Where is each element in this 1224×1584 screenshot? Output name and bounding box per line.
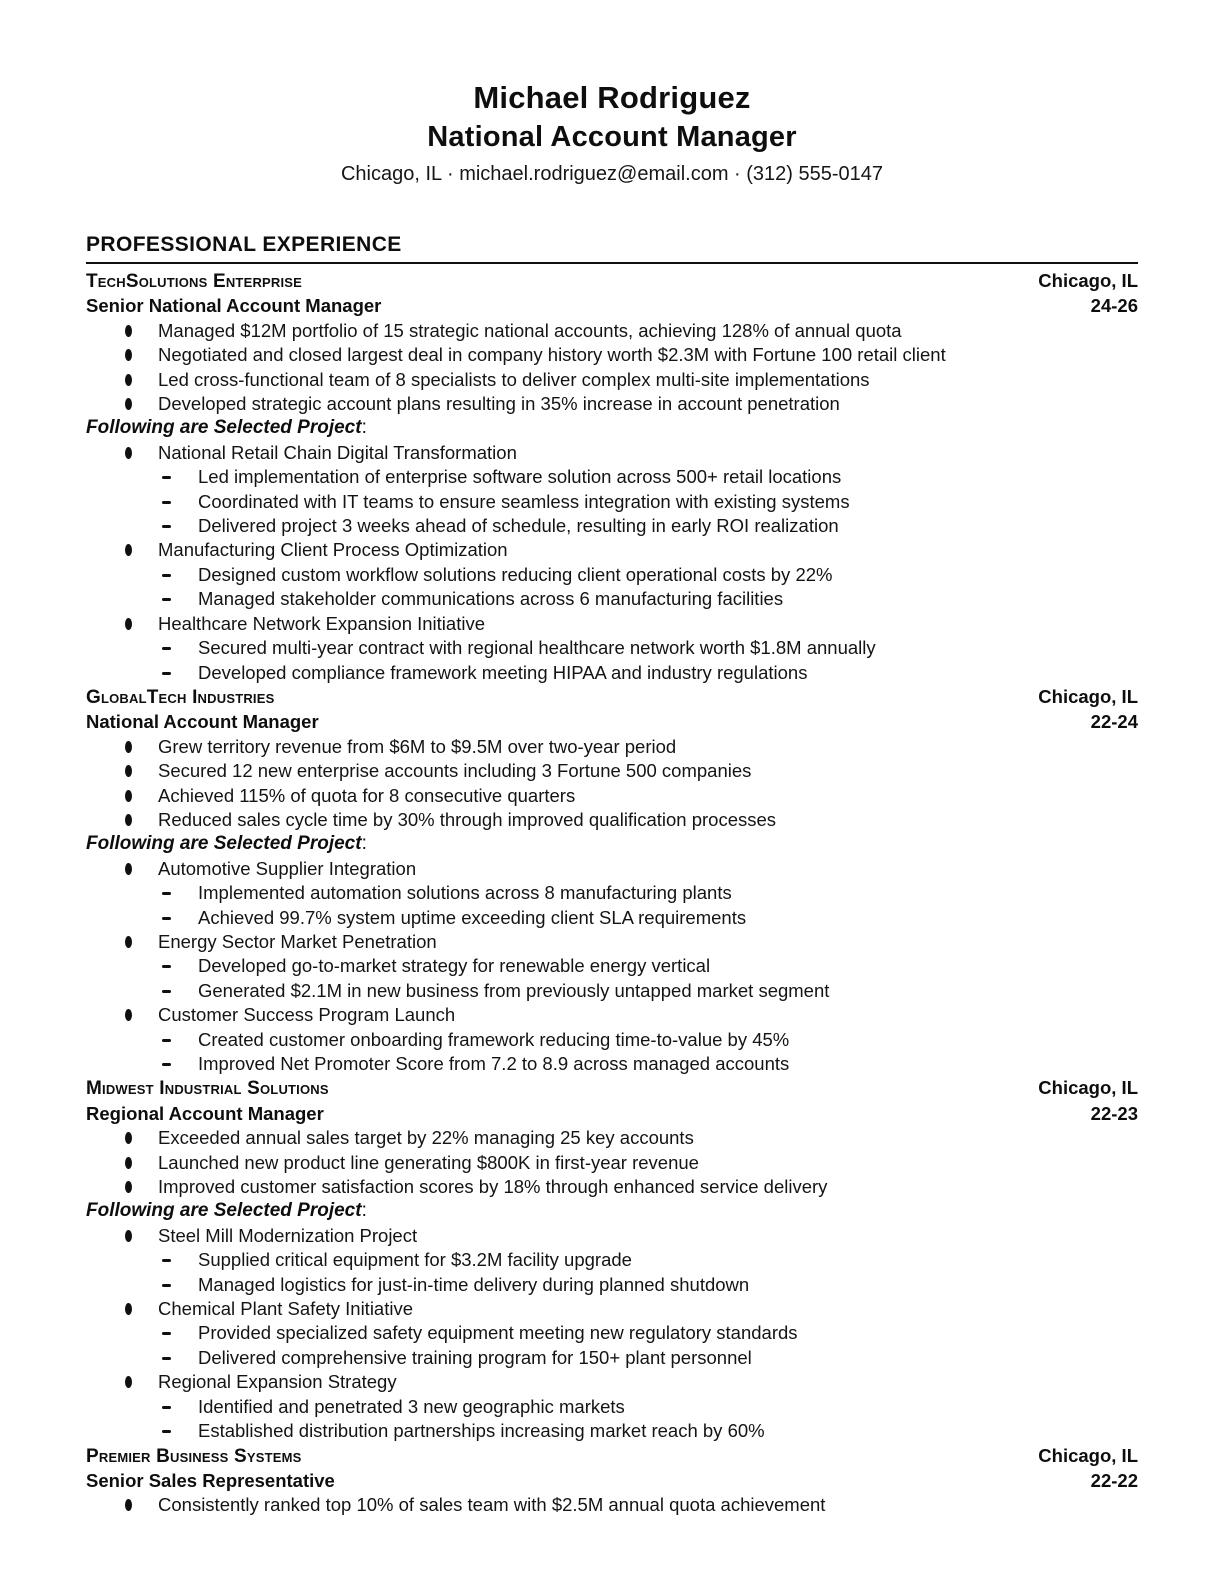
project-name: Steel Mill Modernization Project: [158, 1224, 418, 1246]
section-title-professional-experience: PROFESSIONAL EXPERIENCE: [86, 233, 1138, 264]
bullet-icon: [125, 936, 132, 948]
project-item: [86, 1224, 1138, 1248]
project-detail-text: Led implementation of enterprise software solution across 500+ retail locations: [198, 466, 842, 488]
project-item: [86, 1297, 1138, 1321]
highlight-text: Led cross-functional team of 8 specialists to deliver complex multi-site implementations: [158, 368, 870, 390]
dash-icon: [162, 1406, 171, 1409]
dash-icon: [162, 1430, 171, 1433]
highlight-item: [86, 1151, 1138, 1175]
jobs-list: [86, 269, 1138, 1518]
highlight-text: Secured 12 new enterprise accounts including 3 Fortune 500 companies: [158, 760, 752, 782]
highlight-item: [86, 392, 1138, 416]
highlight-item: [86, 808, 1138, 832]
project-detail-text: Managed logistics for just-in-time delivery during planned shutdown: [198, 1273, 750, 1295]
bullet-icon: [125, 1230, 132, 1242]
person-title: National Account Manager: [427, 121, 797, 153]
company-name: GlobalTech Industries: [86, 686, 275, 708]
role-dates: 22-23: [1090, 1102, 1138, 1124]
dash-icon: [162, 965, 171, 968]
project-item: [86, 857, 1138, 881]
company-location: Chicago, IL: [1038, 270, 1138, 291]
bullet-icon: [125, 765, 132, 777]
dash-icon: [162, 476, 171, 479]
project-detail-text: Secured multi-year contract with regional healthcare network worth $1.8M annually: [198, 637, 876, 659]
highlight-item: [86, 368, 1138, 392]
project-detail-text: Implemented automation solutions across 8 manufacturing plants: [198, 882, 732, 904]
role-title: Regional Account Manager: [86, 1102, 324, 1124]
highlight-text: Exceeded annual sales target by 22% managing 25 key accounts: [158, 1127, 694, 1149]
dash-icon: [162, 1259, 171, 1262]
highlight-item: [86, 735, 1138, 759]
company-row: [86, 269, 1138, 294]
highlight-text: Launched new product line generating $800K in first-year revenue: [158, 1151, 699, 1173]
company-row: [86, 1444, 1138, 1469]
bullet-icon: [125, 398, 132, 410]
dash-icon: [162, 1039, 171, 1042]
project-detail-item: [86, 1028, 1138, 1052]
highlight-text: Consistently ranked top 10% of sales team with $2.5M annual quota achievement: [158, 1494, 826, 1516]
bullet-icon: [125, 325, 132, 337]
project-detail-text: Managed stakeholder communications across 6 manufacturing facilities: [198, 588, 784, 610]
project-name: Manufacturing Client Process Optimization: [158, 539, 508, 561]
highlight-text: Negotiated and closed largest deal in company history worth $2.3M with Fortune 100 retail client: [158, 344, 946, 366]
bullet-icon: [125, 790, 132, 802]
project-item: [86, 1370, 1138, 1394]
job-entry: [86, 269, 1138, 685]
dash-icon: [162, 892, 171, 895]
project-detail-item: [86, 563, 1138, 587]
contact-line: Chicago, IL · michael.rodriguez@email.com · (312) 555-0147: [340, 163, 884, 185]
project-detail-text: Delivered comprehensive training program for 150+ plant personnel: [198, 1346, 752, 1368]
project-detail-text: Supplied critical equipment for $3.2M facility upgrade: [198, 1249, 632, 1271]
project-detail-item: [86, 1273, 1138, 1297]
highlight-text: Grew territory revenue from $6M to $9.5M over two-year period: [158, 735, 677, 757]
bullet-icon: [125, 1157, 132, 1169]
company-location: Chicago, IL: [1038, 1444, 1138, 1466]
dash-icon: [162, 525, 171, 528]
project-item: [86, 1003, 1138, 1027]
bullet-icon: [125, 374, 132, 386]
role-title: Senior National Account Manager: [86, 295, 382, 317]
dash-icon: [162, 1284, 171, 1287]
bullet-icon: [125, 447, 132, 459]
projects-label-colon: :: [361, 833, 367, 855]
role-title: National Account Manager: [86, 711, 319, 733]
bullet-icon: [125, 814, 132, 826]
project-detail-text: Created customer onboarding framework reducing time-to-value by 45%: [198, 1028, 790, 1050]
project-detail-item: [86, 881, 1138, 905]
project-detail-item: [86, 1395, 1138, 1419]
dash-icon: [162, 1332, 171, 1335]
project-detail-text: Developed go-to-market strategy for renewable energy vertical: [198, 955, 711, 977]
projects-label-colon: :: [361, 417, 367, 439]
bullet-icon: [125, 1181, 132, 1193]
project-detail-text: Provided specialized safety equipment meeting new regulatory standards: [198, 1322, 798, 1344]
company-location: Chicago, IL: [1038, 685, 1138, 707]
highlight-item: [86, 1493, 1138, 1517]
project-detail-item: [86, 490, 1138, 514]
company-row: [86, 1076, 1138, 1101]
company-row: [86, 685, 1138, 710]
projects-label-text: Following are Selected Project: [86, 833, 362, 855]
dash-icon: [162, 647, 171, 650]
role-dates: 24-26: [1090, 295, 1138, 317]
project-detail-item: [86, 661, 1138, 685]
bullet-icon: [125, 1303, 132, 1315]
project-item: [86, 441, 1138, 465]
project-detail-item: [86, 1248, 1138, 1272]
bullet-icon: [125, 1499, 132, 1511]
role-dates: 22-24: [1090, 711, 1138, 733]
project-detail-text: Delivered project 3 weeks ahead of schedule, resulting in early ROI realization: [198, 515, 839, 537]
project-detail-item: [86, 979, 1138, 1003]
highlight-text: Developed strategic account plans resulting in 35% increase in account penetration: [158, 393, 840, 415]
highlight-text: Managed $12M portfolio of 15 strategic national accounts, achieving 128% of annual quota: [158, 319, 902, 341]
job-entry: [86, 1076, 1138, 1443]
project-name: Energy Sector Market Penetration: [158, 930, 437, 952]
highlight-item: [86, 784, 1138, 808]
bullet-icon: [125, 544, 132, 556]
bullet-icon: [125, 1376, 132, 1388]
bullet-icon: [125, 863, 132, 875]
highlight-text: Reduced sales cycle time by 30% through improved qualification processes: [158, 808, 777, 830]
highlight-item: [86, 759, 1138, 783]
project-detail-text: Improved Net Promoter Score from 7.2 to 8.9 across managed accounts: [198, 1053, 790, 1074]
projects-label: [86, 832, 1138, 856]
project-detail-item: [86, 587, 1138, 611]
job-entry: [86, 685, 1138, 1077]
dash-icon: [162, 672, 171, 675]
project-detail-text: Established distribution partnerships increasing market reach by 60%: [198, 1420, 765, 1442]
project-detail-text: Identified and penetrated 3 new geographic markets: [198, 1395, 625, 1417]
role-row: [86, 1469, 1138, 1493]
company-name: Premier Business Systems: [86, 1445, 302, 1467]
project-detail-item: [86, 514, 1138, 538]
projects-label-text: Following are Selected Project: [86, 1200, 362, 1222]
role-row: [86, 1102, 1138, 1126]
highlight-item: [86, 343, 1138, 367]
dash-icon: [162, 917, 171, 920]
bullet-icon: [125, 349, 132, 361]
project-detail-item: [86, 1346, 1138, 1370]
job-entry: [86, 1444, 1138, 1518]
company-name: Midwest Industrial Solutions: [86, 1078, 329, 1100]
highlight-item: [86, 1126, 1138, 1150]
dash-icon: [162, 1063, 171, 1066]
highlight-item: [86, 319, 1138, 343]
projects-label: [86, 416, 1138, 440]
project-detail-item: [86, 1321, 1138, 1345]
projects-label-colon: :: [361, 1200, 367, 1222]
bullet-icon: [125, 1132, 132, 1144]
role-row: [86, 710, 1138, 734]
bullet-icon: [125, 741, 132, 753]
project-name: Regional Expansion Strategy: [158, 1371, 397, 1393]
project-detail-text: Achieved 99.7% system uptime exceeding client SLA requirements: [198, 906, 747, 928]
highlight-item: [86, 1175, 1138, 1199]
project-item: [86, 930, 1138, 954]
dash-icon: [162, 574, 171, 577]
project-detail-text: Developed compliance framework meeting HIPAA and industry regulations: [198, 661, 808, 683]
person-name: Michael Rodriguez: [473, 80, 751, 115]
bullet-icon: [125, 1009, 132, 1021]
company-location: Chicago, IL: [1038, 1077, 1138, 1099]
highlight-text: Achieved 115% of quota for 8 consecutive quarters: [158, 784, 576, 806]
highlight-text: Improved customer satisfaction scores by 18% through enhanced service delivery: [158, 1176, 828, 1198]
projects-label: [86, 1199, 1138, 1223]
project-item: [86, 538, 1138, 562]
dash-icon: [162, 990, 171, 993]
project-name: Automotive Supplier Integration: [158, 857, 417, 879]
project-detail-item: [86, 636, 1138, 660]
projects-label-text: Following are Selected Project: [86, 417, 362, 439]
dash-icon: [162, 501, 171, 504]
project-name: Healthcare Network Expansion Initiative: [158, 612, 485, 634]
role-row: [86, 294, 1138, 318]
project-item: [86, 612, 1138, 636]
company-name: TechSolutions Enterprise: [86, 271, 303, 292]
project-detail-item: [86, 954, 1138, 978]
project-detail-text: Designed custom workflow solutions reducing client operational costs by 22%: [198, 563, 833, 585]
project-detail-item: [86, 465, 1138, 489]
project-detail-item: [86, 906, 1138, 930]
project-name: Customer Success Program Launch: [158, 1004, 456, 1026]
role-dates: 22-22: [1090, 1469, 1138, 1491]
bullet-icon: [125, 618, 132, 630]
project-name: Chemical Plant Safety Initiative: [158, 1298, 414, 1320]
resume-header: [86, 78, 1138, 189]
project-name: National Retail Chain Digital Transformation: [158, 441, 517, 463]
project-detail-item: [86, 1419, 1138, 1443]
project-detail-item: [86, 1052, 1138, 1076]
project-detail-text: Generated $2.1M in new business from previously untapped market segment: [198, 979, 830, 1001]
dash-icon: [162, 598, 171, 601]
project-detail-text: Coordinated with IT teams to ensure seamless integration with existing systems: [198, 490, 850, 512]
dash-icon: [162, 1357, 171, 1360]
role-title: Senior Sales Representative: [86, 1469, 335, 1491]
